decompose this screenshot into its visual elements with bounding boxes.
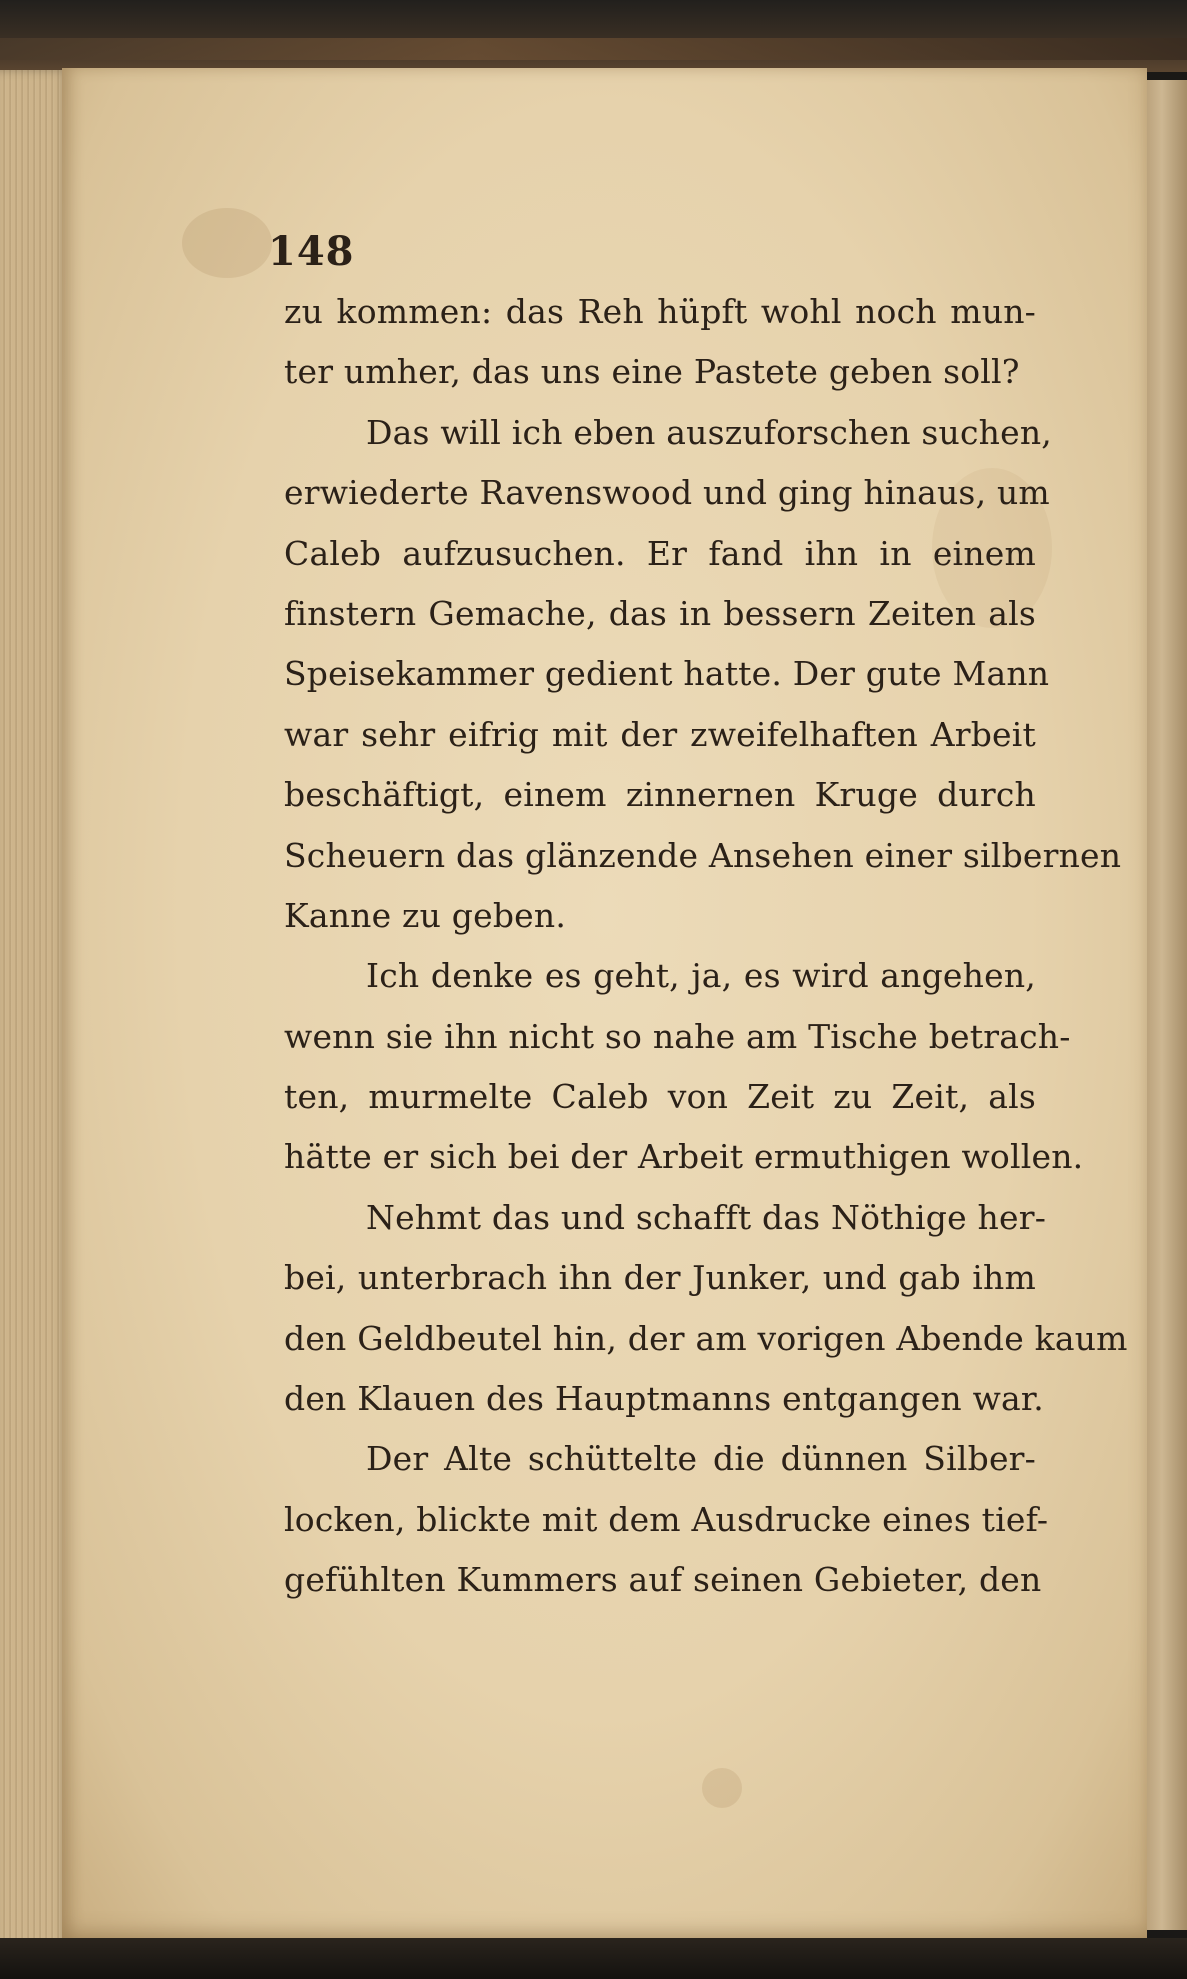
binding-strip — [0, 38, 1187, 60]
book-top-edge — [0, 0, 1187, 72]
page-text-block — [268, 222, 1128, 1611]
text-line: Caleb aufzusuchen. Er fand ihn in einem — [284, 533, 1036, 573]
text-line: beschäftigt, einem zinnernen Kruge durch — [284, 775, 1036, 815]
text-line: Nehmt das und schafft das Nöthige her- — [366, 1197, 1047, 1237]
text-line: Scheuern das glänzende Ansehen einer silbernen — [284, 835, 1122, 875]
text-line: Ich denke es geht, ja, es wird angehen, — [366, 956, 1036, 996]
text-line: zu kommen: das Reh hüpft wohl noch mun- — [284, 292, 1036, 331]
text-line: bei, unterbrach ihn der Junker, und gab ihm — [284, 1258, 1036, 1298]
text-line: locken, blickte mit dem Ausdrucke eines tief- — [284, 1499, 1049, 1539]
page-stack-right — [1145, 80, 1187, 1930]
text-line: wenn sie ihn nicht so nahe am Tische betrach- — [284, 1016, 1071, 1056]
text-line: Der Alte schüttelte die dünnen Silber- — [366, 1439, 1036, 1479]
text-lines — [284, 282, 1128, 1611]
paper-stain — [182, 208, 272, 278]
text-line: war sehr eifrig mit der zweifelhaften Arbeit — [284, 714, 1036, 754]
text-line: erwiederte Ravenswood und ging hinaus, um — [284, 473, 1050, 513]
text-line: den Geldbeutel hin, der am vorigen Abende kaum — [284, 1318, 1128, 1358]
text-line: Kanne zu geben. — [284, 895, 567, 935]
text-line: den Klauen des Hauptmanns entgangen war. — [284, 1379, 1044, 1419]
text-line: hätte er sich bei der Arbeit ermuthigen wollen. — [284, 1137, 1084, 1177]
text-line: ten, murmelte Caleb von Zeit zu Zeit, als — [284, 1077, 1036, 1117]
text-line: finstern Gemache, das in bessern Zeiten als — [284, 593, 1036, 633]
paper-stain — [702, 1768, 742, 1808]
text-line: Das will ich eben auszuforschen suchen, — [366, 412, 1052, 452]
text-line: ter umher, das uns eine Pastete geben soll? — [284, 352, 1020, 392]
text-line: gefühlten Kummers auf seinen Gebieter, den — [284, 1560, 1042, 1600]
page-number: 148 — [268, 228, 355, 275]
book-bottom-edge — [0, 1938, 1187, 1979]
text-line: Speisekammer gedient hatte. Der gute Mann — [284, 654, 1050, 694]
page-stack-left — [0, 70, 70, 1950]
